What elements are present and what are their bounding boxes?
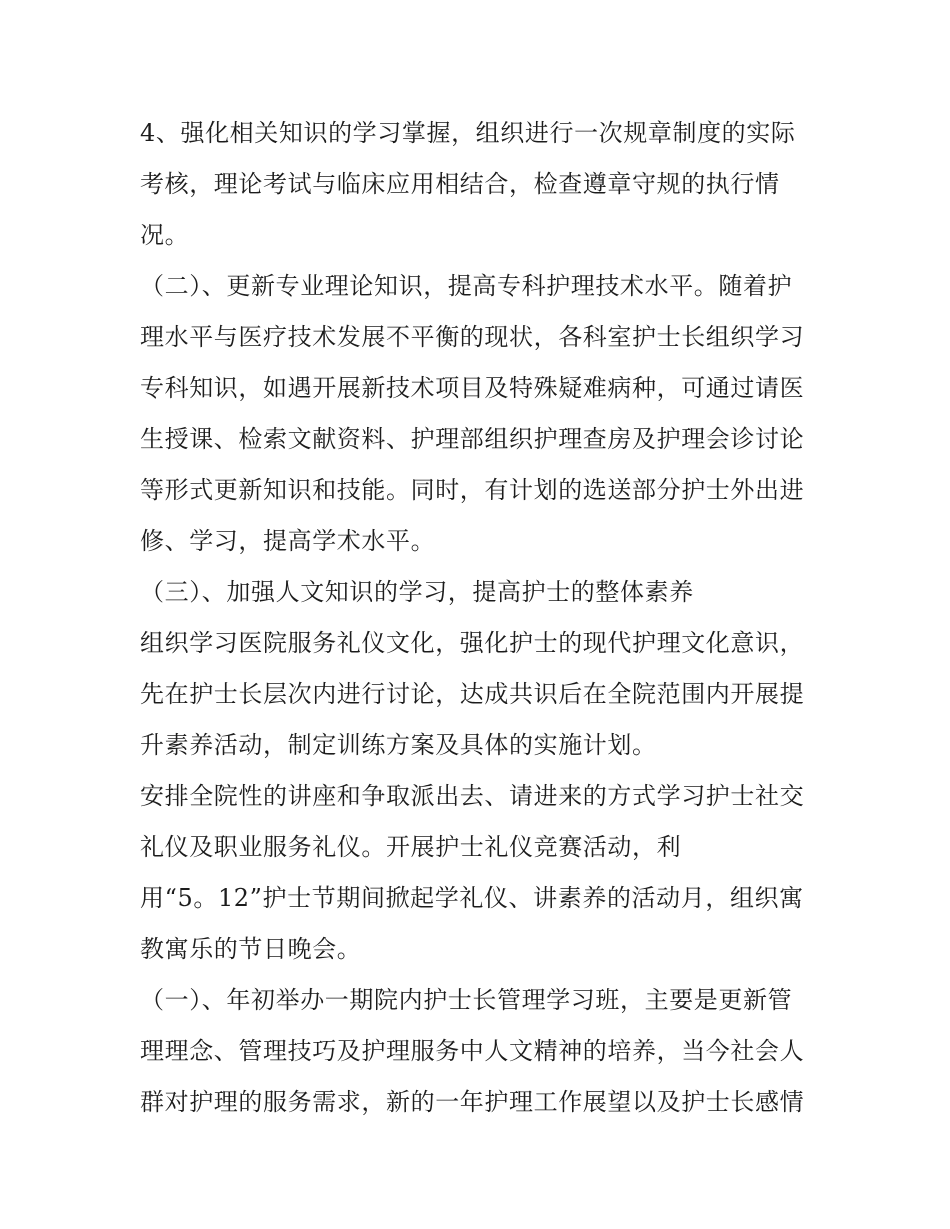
text-line: 修、学习，提高学术水平。 bbox=[140, 527, 436, 555]
text-line: （一）、年初举办一期院内护士长管理学习班，主要是更新管 bbox=[140, 986, 793, 1014]
text-line: 用“5。12”护士节期间掀起学礼仪、讲素养的活动月，组织寓 bbox=[140, 884, 804, 912]
text-line: （三）、加强人文知识的学习，提高护士的整体素养 bbox=[140, 578, 694, 606]
text-line: 礼仪及职业服务礼仪。开展护士礼仪竞赛活动，利 bbox=[140, 833, 682, 861]
text-line: 考核，理论考试与临床应用相结合，检查遵章守规的执行情 bbox=[140, 170, 780, 198]
text-line: 4、强化相关知识的学习掌握，组织进行一次规章制度的实际 bbox=[140, 119, 796, 147]
text-line: 先在护士长层次内进行讨论，达成共识后在全院范围内开展提 bbox=[140, 680, 805, 708]
text-line: 专科知识，如遇开展新技术项目及特殊疑难病种，可通过请医 bbox=[140, 374, 805, 402]
text-line: 组织学习医院服务礼仪文化，强化护士的现代护理文化意识， bbox=[140, 629, 805, 657]
text-line: 安排全院性的讲座和争取派出去、请进来的方式学习护士社交 bbox=[140, 782, 805, 810]
text-line: （二）、更新专业理论知识，提高专科护理技术水平。随着护 bbox=[140, 272, 793, 300]
text-line: 教寓乐的节日晚会。 bbox=[140, 935, 362, 963]
text-line: 等形式更新知识和技能。同时，有计划的选送部分护士外出进 bbox=[140, 476, 805, 504]
text-line: 况。 bbox=[140, 221, 190, 249]
text-line: 理水平与医疗技术发展不平衡的现状，各科室护士长组织学习 bbox=[140, 323, 805, 351]
document-body bbox=[140, 108, 820, 1128]
text-line: 升素养活动，制定训练方案及具体的实施计划。 bbox=[140, 731, 657, 759]
text-line: 生授课、检索文献资料、护理部组织护理查房及护理会诊讨论 bbox=[140, 425, 805, 453]
text-line: 理理念、管理技巧及护理服务中人文精神的培养，当今社会人 bbox=[140, 1037, 805, 1065]
text-line: 群对护理的服务需求，新的一年护理工作展望以及护士长感情 bbox=[140, 1088, 805, 1116]
